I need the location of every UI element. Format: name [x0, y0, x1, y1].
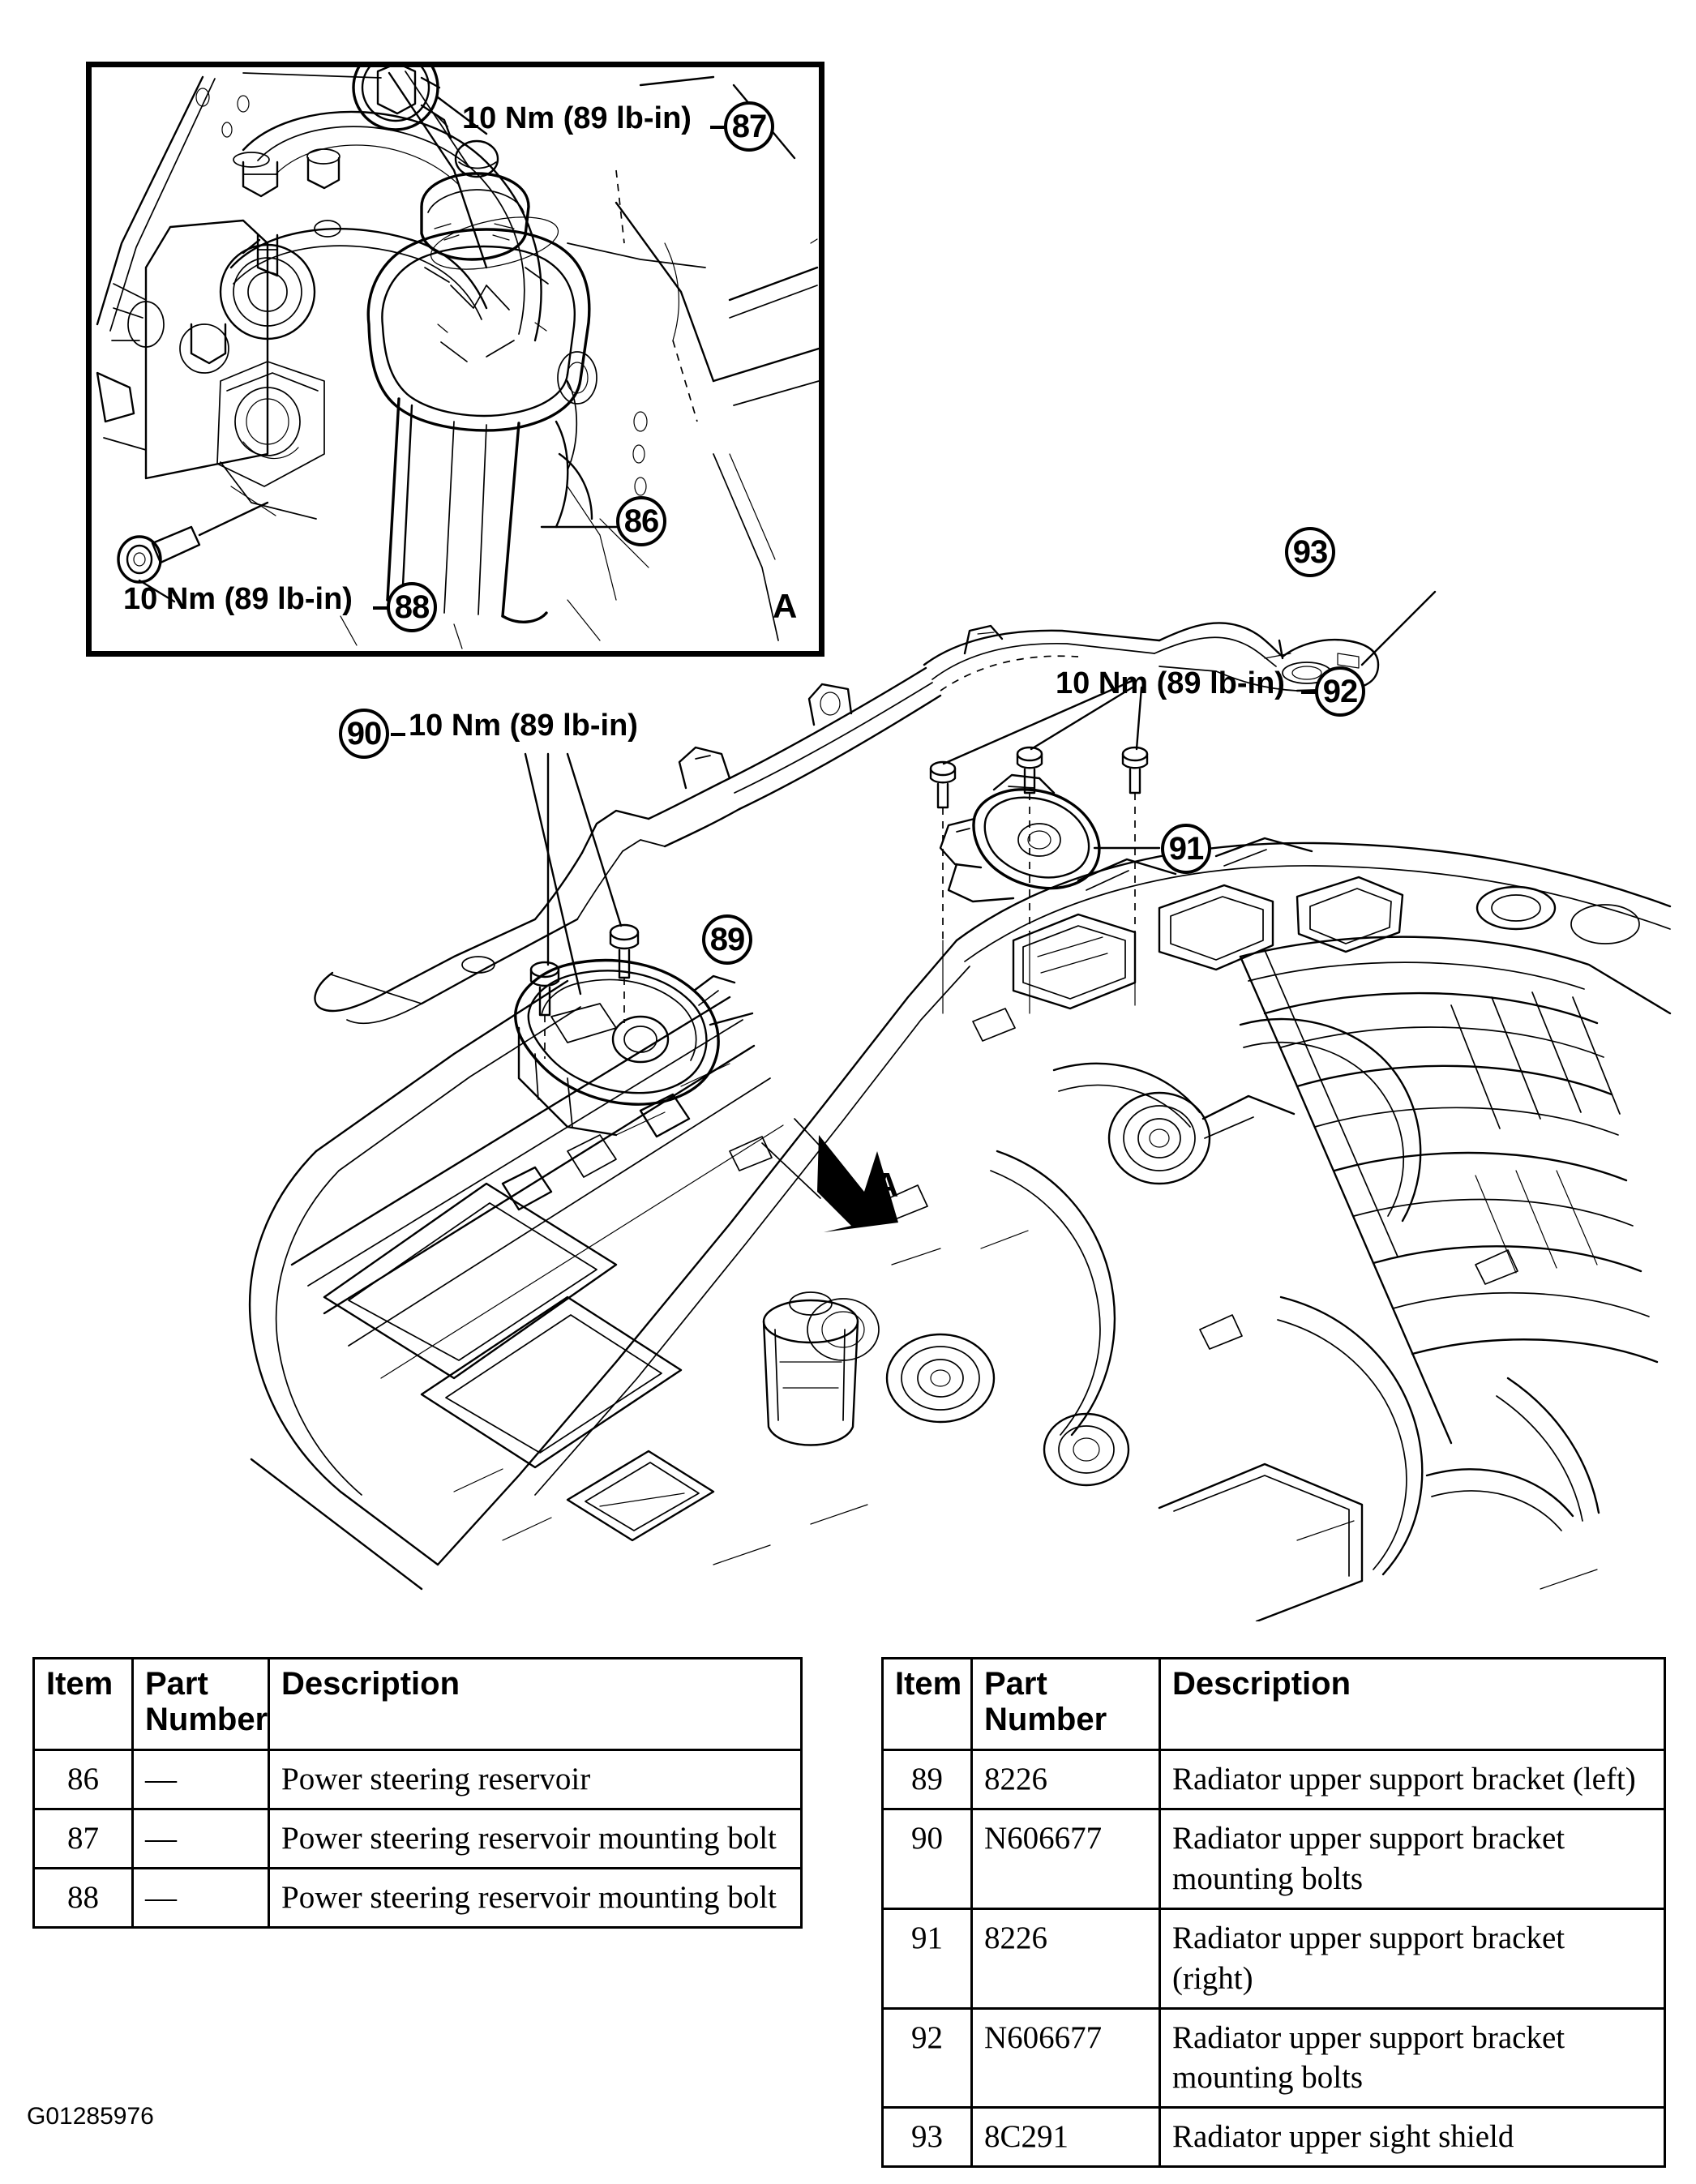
cell-part-number: 8C291 [972, 2108, 1160, 2167]
cell-item: 89 [883, 1750, 972, 1809]
parts-table-left [32, 1657, 803, 1929]
parts-table-right [881, 1657, 1666, 2168]
table-row [34, 1868, 802, 1927]
table-row [883, 2008, 1665, 2108]
cell-part-number: 8226 [972, 1908, 1160, 2008]
torque-label-87: 10 Nm (89 lb-in) [462, 101, 692, 135]
column-header-part-number: Part Number [133, 1659, 269, 1750]
dash-connector-90 [391, 733, 405, 736]
table-header-row [34, 1659, 802, 1750]
cell-description: Radiator upper support bracket (right) [1160, 1908, 1665, 2008]
table-row [883, 1750, 1665, 1809]
callout-91[interactable]: 91 [1161, 824, 1211, 874]
column-header-item: Item [883, 1659, 972, 1750]
column-header-description: Description [1160, 1659, 1665, 1750]
bolt-90-outer [531, 962, 559, 1059]
table-row [883, 2108, 1665, 2167]
cell-item: 93 [883, 2108, 972, 2167]
cell-description: Power steering reservoir mounting bolt [269, 1868, 802, 1927]
cell-description: Radiator upper support bracket (left) [1160, 1750, 1665, 1809]
torque-label-90: 10 Nm (89 lb-in) [409, 709, 638, 743]
callout-86[interactable]: 86 [616, 496, 666, 546]
table-header-row [883, 1659, 1665, 1750]
cell-item: 86 [34, 1750, 133, 1809]
callout-90[interactable]: 90 [339, 709, 389, 759]
cell-description: Radiator upper support bracket mounting bolts [1160, 1809, 1665, 1908]
table-row [883, 1908, 1665, 2008]
column-header-description: Description [269, 1659, 802, 1750]
cell-part-number: — [133, 1868, 269, 1927]
main-view-letter-a: A [874, 1166, 899, 1204]
cell-part-number: — [133, 1750, 269, 1809]
inset-detail-box-view-a [86, 62, 824, 657]
dash-connector-87 [710, 126, 725, 129]
column-header-item: Item [34, 1659, 133, 1750]
figure-id-label: G01285976 [27, 2103, 154, 2130]
engine-bay-artwork [250, 838, 1670, 1621]
bolt-92-right [1123, 747, 1147, 932]
dash-connector-88 [373, 606, 388, 610]
cell-item: 87 [34, 1809, 133, 1868]
column-header-part-number: Part Number [972, 1659, 1160, 1750]
table-row [34, 1809, 802, 1868]
cell-item: 91 [883, 1908, 972, 2008]
cell-part-number: N606677 [972, 2008, 1160, 2108]
cell-description: Power steering reservoir [269, 1750, 802, 1809]
callout-89[interactable]: 89 [702, 914, 752, 965]
callout-93[interactable]: 93 [1285, 527, 1335, 577]
torque-label-88: 10 Nm (89 lb-in) [123, 582, 353, 616]
cell-description: Radiator upper support bracket mounting bolts [1160, 2008, 1665, 2108]
table-row [34, 1750, 802, 1809]
cell-part-number: 8226 [972, 1750, 1160, 1809]
callout-92[interactable]: 92 [1315, 666, 1365, 717]
inset-view-letter-a: A [773, 587, 798, 625]
table-row [883, 1809, 1665, 1908]
cell-description: Radiator upper sight shield [1160, 2108, 1665, 2167]
cell-description: Power steering reservoir mounting bolt [269, 1809, 802, 1868]
callout-88[interactable]: 88 [387, 582, 437, 632]
cell-item: 92 [883, 2008, 972, 2108]
cell-item: 88 [34, 1868, 133, 1927]
cell-item: 90 [883, 1809, 972, 1908]
cell-part-number: N606677 [972, 1809, 1160, 1908]
cell-part-number: — [133, 1809, 269, 1868]
torque-label-92: 10 Nm (89 lb-in) [1056, 666, 1285, 700]
bolt-92-left [931, 762, 955, 940]
dash-connector-92 [1301, 691, 1316, 694]
callout-87[interactable]: 87 [724, 101, 774, 152]
